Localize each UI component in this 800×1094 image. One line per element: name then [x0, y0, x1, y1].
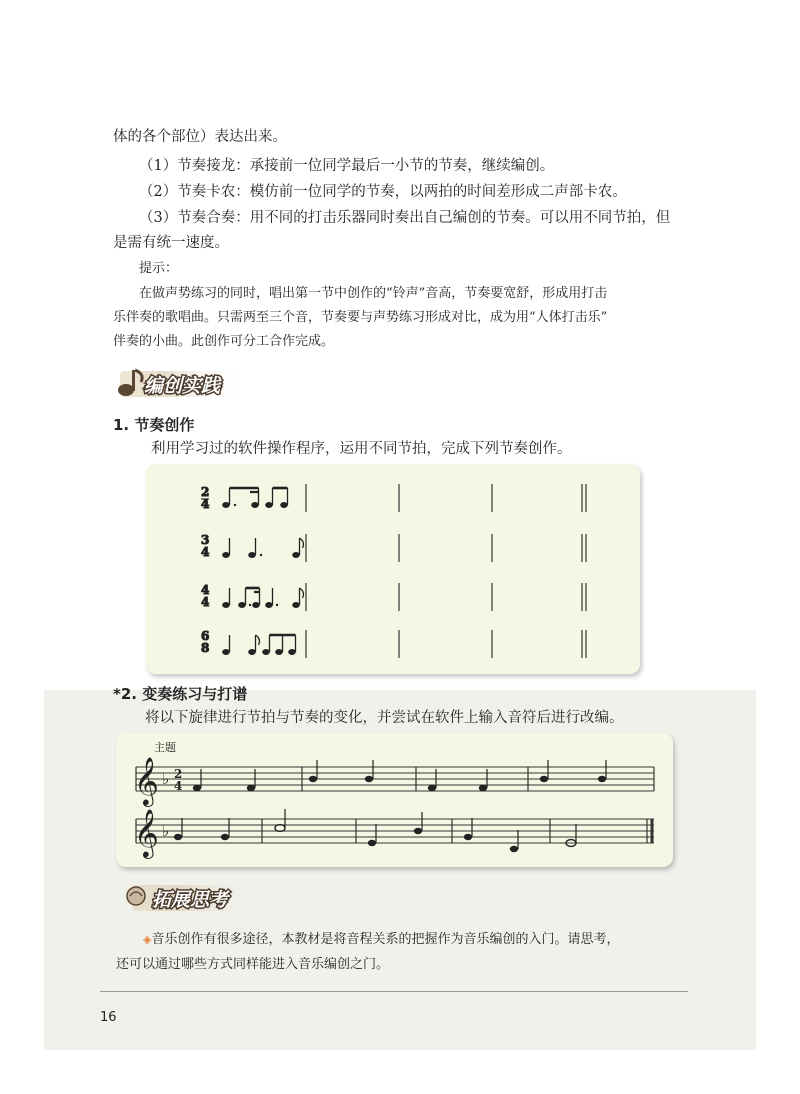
intro-item-3: （3）节奏合奏：用不同的打击乐器同时奏出自己编创的节奏。可以用不同节拍，但: [139, 210, 671, 226]
melody-score-box: [116, 733, 673, 867]
flat-icon: ♭: [162, 770, 170, 788]
note-badge-icon: [106, 366, 246, 400]
page-number: 16: [100, 1010, 117, 1025]
treble-clef-icon: 𝄞: [134, 756, 159, 805]
melody-staff: [116, 733, 673, 867]
hint-label: 提示：: [139, 261, 179, 276]
hint-line-2: 乐伴奏的歌唱曲。只需两至三个音，节奏要与声势练习形成对比，成为用“人体打击乐”: [113, 310, 608, 325]
time-sig-bottom: 4: [201, 497, 210, 511]
task-2-description: 将以下旋律进行节拍与节奏的变化，并尝试在软件上输入音符后进行改编。: [145, 710, 624, 726]
time-sig-top: 4: [201, 583, 210, 597]
extend-badge-text: 拓展思考: [152, 889, 229, 911]
intro-item-1: （1）节奏接龙：承接前一位同学最后一小节的节奏，继续编创。: [139, 158, 555, 174]
extend-line-2: 还可以通过哪些方式同样能进入音乐编创之门。: [116, 957, 390, 972]
intro-line: 体的各个部位）表达出来。: [113, 129, 287, 145]
extend-line-1: [143, 930, 619, 950]
flat-icon: ♭: [162, 822, 170, 840]
theme-label: 主题: [154, 741, 176, 754]
practice-badge-text: 编创实践: [144, 375, 221, 397]
time-sig-top: 3: [201, 533, 210, 547]
treble-clef-icon: 𝄞: [134, 808, 159, 857]
melody-time-top: 2: [174, 767, 183, 781]
bullet-icon: ◈: [143, 933, 152, 946]
intro-item-2: （2）节奏卡农：模仿前一位同学的节奏，以两拍的时间差形成二声部卡农。: [139, 184, 627, 200]
task-1-description: 利用学习过的软件操作程序，运用不同节拍，完成下列节奏创作。: [151, 441, 572, 457]
melody-time-bottom: 4: [174, 779, 183, 793]
hint-line-1: 在做声势练习的同时，唱出第一节中创作的“铃声”音高，节奏要宽舒，形成用打击: [139, 286, 608, 301]
task-1-title: 1. 节奏创作: [113, 416, 195, 434]
time-sig-bottom: 4: [201, 595, 210, 609]
time-sig-top: 2: [201, 485, 210, 499]
footer-divider: [100, 991, 688, 992]
time-sig-bottom: 8: [201, 641, 210, 655]
task-2-title: *2. 变奏练习与打谱: [113, 685, 248, 703]
rhythm-exercise-box: [146, 464, 640, 674]
intro-item-3-cont: 是需有统一速度。: [113, 235, 229, 251]
brain-badge-icon: [118, 880, 258, 914]
practice-section-badge: [106, 366, 246, 398]
hint-line-3: 伴奏的小曲。此创作可分工合作完成。: [113, 334, 335, 349]
rhythm-staff-lines: [146, 464, 640, 674]
time-sig-top: 6: [201, 629, 210, 643]
extend-line-1-text: 音乐创作有很多途径，本教材是将音程关系的把握作为音乐编创的入门。请思考，: [151, 932, 620, 947]
extend-section-badge: [118, 880, 258, 912]
time-sig-bottom: 4: [201, 545, 210, 559]
